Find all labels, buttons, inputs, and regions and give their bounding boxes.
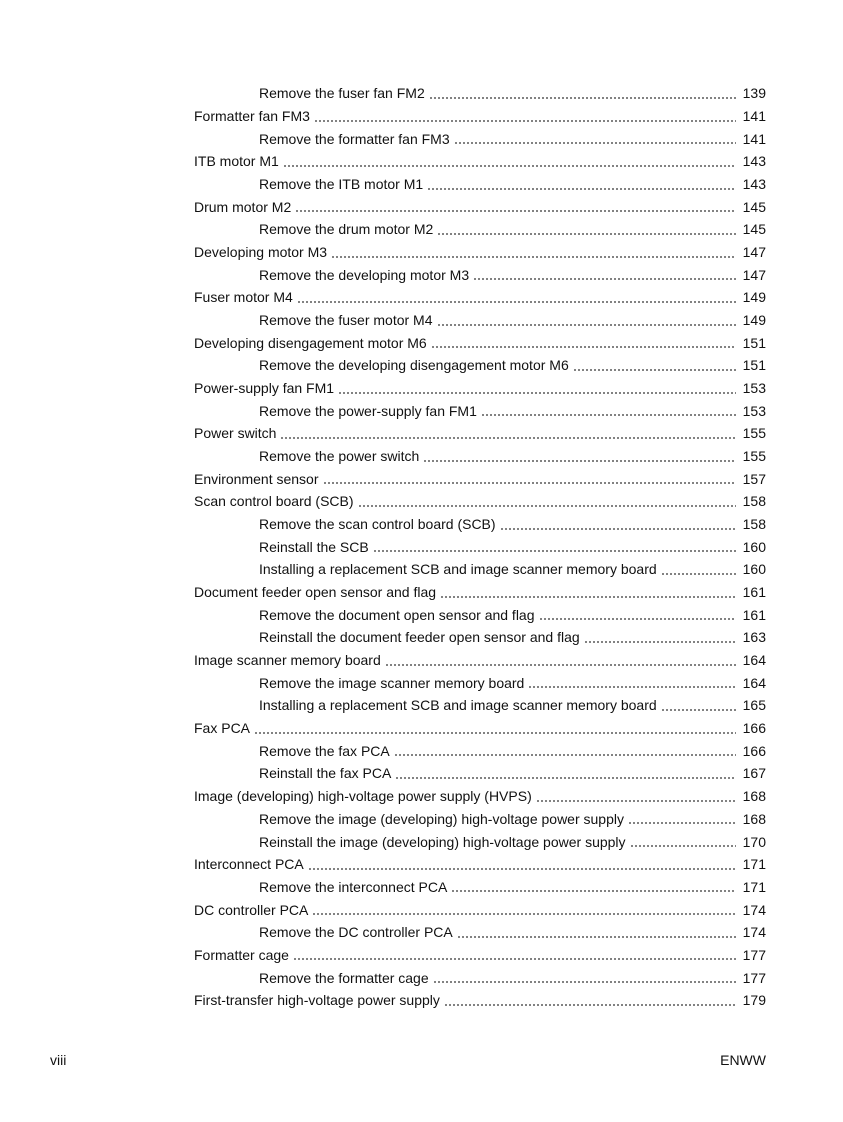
toc-entry-title: Image (developing) high-voltage power supply (HVPS)	[194, 788, 532, 805]
toc-entry-title: Reinstall the SCB	[259, 538, 369, 555]
toc-dot-leader	[395, 777, 736, 779]
toc-entry-page: 179	[742, 992, 766, 1009]
toc-entry-title: Remove the power-supply fan FM1	[259, 402, 477, 419]
toc-dot-leader	[338, 392, 736, 394]
toc-entry-page: 155	[742, 425, 766, 442]
toc-entry[interactable]	[194, 921, 766, 944]
toc-entry[interactable]	[194, 966, 766, 989]
toc-dot-leader	[528, 686, 736, 688]
toc-dot-leader	[254, 732, 736, 734]
toc-entry-title: Remove the fuser fan FM2	[259, 85, 425, 102]
toc-entry-title: First-transfer high-voltage power supply	[194, 992, 440, 1009]
toc-dot-leader	[280, 437, 736, 439]
toc-entry[interactable]	[194, 671, 766, 694]
toc-dot-leader	[630, 845, 736, 847]
toc-dot-leader	[440, 596, 736, 598]
toc-entry[interactable]	[194, 82, 766, 105]
toc-entry-title: Remove the drum motor M2	[259, 221, 434, 238]
toc-entry-title: Remove the developing motor M3	[259, 266, 470, 283]
toc-entry[interactable]	[194, 309, 766, 332]
toc-entry-page: 164	[742, 652, 766, 669]
toc-entry[interactable]	[194, 490, 766, 513]
toc-entry-title: ITB motor M1	[194, 153, 279, 170]
toc-dot-leader	[423, 460, 736, 462]
toc-entry-title: Remove the ITB motor M1	[259, 176, 424, 193]
toc-dot-leader	[358, 505, 736, 507]
toc-entry[interactable]	[194, 195, 766, 218]
toc-entry-page: 160	[742, 538, 766, 555]
toc-entry-page: 168	[742, 788, 766, 805]
toc-entry[interactable]	[194, 105, 766, 128]
toc-entry-page: 161	[742, 584, 766, 601]
toc-dot-leader	[661, 709, 736, 711]
toc-entry[interactable]	[194, 830, 766, 853]
toc-entry-page: 174	[742, 901, 766, 918]
toc-dot-leader	[444, 1004, 736, 1006]
toc-entry-title: Drum motor M2	[194, 198, 292, 215]
toc-entry[interactable]	[194, 286, 766, 309]
toc-entry-title: Remove the image scanner memory board	[259, 674, 525, 691]
toc-dot-leader	[536, 800, 736, 802]
toc-entry-title: Developing motor M3	[194, 244, 328, 261]
toc-entry-page: 177	[742, 969, 766, 986]
toc-entry-page: 160	[742, 561, 766, 578]
toc-entry-title: DC controller PCA	[194, 901, 309, 918]
toc-entry[interactable]	[194, 808, 766, 831]
toc-entry-title: Remove the power switch	[259, 448, 420, 465]
toc-entry-title: Fuser motor M4	[194, 289, 293, 306]
toc-entry-page: 153	[742, 402, 766, 419]
toc-entry-page: 153	[742, 380, 766, 397]
toc-dot-leader	[293, 958, 736, 960]
toc-entry[interactable]	[194, 558, 766, 581]
table-of-contents	[194, 82, 766, 1012]
toc-entry[interactable]	[194, 535, 766, 558]
toc-entry-page: 147	[742, 266, 766, 283]
toc-dot-leader	[437, 233, 736, 235]
toc-dot-leader	[661, 573, 736, 575]
toc-entry-page: 170	[742, 833, 766, 850]
toc-entry-page: 145	[742, 198, 766, 215]
toc-entry[interactable]	[194, 944, 766, 967]
toc-entry-page: 149	[742, 312, 766, 329]
toc-entry-title: Environment sensor	[194, 470, 319, 487]
toc-entry-title: Remove the fuser motor M4	[259, 312, 433, 329]
toc-entry[interactable]	[194, 513, 766, 536]
toc-dot-leader	[385, 664, 736, 666]
toc-entry[interactable]	[194, 898, 766, 921]
toc-entry[interactable]	[194, 173, 766, 196]
toc-entry-page: 139	[742, 85, 766, 102]
toc-entry-title: Remove the formatter cage	[259, 969, 429, 986]
toc-entry[interactable]	[194, 649, 766, 672]
toc-dot-leader	[451, 890, 736, 892]
toc-entry-page: 171	[742, 856, 766, 873]
toc-entry-title: Formatter fan FM3	[194, 108, 310, 124]
toc-entry-page: 145	[742, 221, 766, 238]
toc-entry[interactable]	[194, 989, 766, 1012]
toc-entry-page: 143	[742, 153, 766, 170]
toc-entry-page: 168	[742, 810, 766, 827]
toc-entry[interactable]	[194, 150, 766, 173]
toc-entry[interactable]	[194, 853, 766, 876]
toc-dot-leader	[427, 188, 736, 190]
toc-dot-leader	[584, 641, 736, 643]
toc-entry-title: Document feeder open sensor and flag	[194, 584, 437, 601]
toc-entry[interactable]	[194, 422, 766, 445]
toc-entry-page: 143	[742, 176, 766, 193]
toc-entry-title: Remove the DC controller PCA	[259, 924, 453, 941]
toc-entry-title: Reinstall the fax PCA	[259, 765, 392, 782]
toc-entry-page: 163	[742, 629, 766, 646]
toc-entry-page: 177	[742, 946, 766, 963]
footer-doc-code: ENWW	[720, 1052, 766, 1068]
toc-dot-leader	[331, 256, 736, 258]
toc-entry-page: 174	[742, 924, 766, 941]
toc-entry[interactable]	[194, 717, 766, 740]
toc-entry[interactable]	[194, 694, 766, 717]
toc-dot-leader	[500, 528, 736, 530]
toc-entry-title: Power switch	[194, 425, 277, 442]
toc-entry[interactable]	[194, 331, 766, 354]
toc-dot-leader	[628, 822, 736, 824]
toc-dot-leader	[373, 550, 736, 552]
toc-entry-title: Installing a replacement SCB and image scanner memory board	[259, 697, 657, 714]
toc-dot-leader	[283, 165, 736, 167]
toc-entry[interactable]	[194, 241, 766, 264]
toc-entry-page: 151	[742, 357, 766, 374]
toc-entry-page: 158	[742, 516, 766, 533]
toc-entry-title: Remove the image (developing) high-voltage power supply	[259, 810, 624, 827]
toc-entry-page: 149	[742, 289, 766, 306]
toc-entry-page: 166	[742, 742, 766, 759]
toc-entry[interactable]	[194, 445, 766, 468]
toc-entry-title: Remove the formatter fan FM3	[259, 130, 450, 147]
toc-dot-leader	[314, 120, 736, 122]
toc-dot-leader	[437, 324, 736, 326]
toc-entry-title: Developing disengagement motor M6	[194, 334, 427, 351]
toc-entry-title: Image scanner memory board	[194, 652, 381, 669]
toc-dot-leader	[481, 414, 736, 416]
toc-entry-title: Interconnect PCA	[194, 856, 304, 873]
toc-entry[interactable]	[194, 263, 766, 286]
toc-dot-leader	[573, 369, 736, 371]
toc-dot-leader	[457, 936, 736, 938]
toc-dot-leader	[433, 981, 736, 983]
footer-page-number: viii	[50, 1052, 67, 1068]
toc-dot-leader	[394, 754, 736, 756]
toc-entry-page: 155	[742, 448, 766, 465]
toc-dot-leader	[431, 346, 736, 348]
toc-entry-title: Reinstall the image (developing) high-voltage power supply	[259, 833, 626, 850]
toc-entry-title: Formatter cage	[194, 946, 289, 963]
toc-entry-title: Fax PCA	[194, 720, 251, 737]
toc-entry[interactable]	[194, 876, 766, 899]
toc-entry[interactable]	[194, 785, 766, 808]
toc-entry[interactable]	[194, 603, 766, 626]
toc-entry-title: Power-supply fan FM1	[194, 380, 335, 397]
toc-entry-title: Remove the interconnect PCA	[259, 878, 448, 895]
toc-entry-title: Scan control board (SCB)	[194, 493, 354, 510]
toc-dot-leader	[454, 142, 736, 144]
toc-entry-page: 158	[742, 493, 766, 510]
toc-entry[interactable]	[194, 399, 766, 422]
toc-entry-page: 147	[742, 244, 766, 261]
toc-entry[interactable]	[194, 739, 766, 762]
toc-entry-title: Remove the fax PCA	[259, 742, 390, 759]
toc-entry-page: 166	[742, 720, 766, 737]
toc-entry-title: Remove the document open sensor and flag	[259, 606, 535, 623]
toc-entry-page: 161	[742, 606, 766, 623]
toc-dot-leader	[312, 913, 736, 915]
toc-dot-leader	[308, 868, 736, 870]
toc-entry-page: 157	[742, 470, 766, 487]
toc-entry[interactable]	[194, 467, 766, 490]
toc-entry-title: Remove the developing disengagement motor M6	[259, 357, 569, 374]
toc-entry-title: Reinstall the document feeder open sensor and flag	[259, 629, 580, 646]
toc-entry[interactable]	[194, 762, 766, 785]
toc-entry[interactable]	[194, 626, 766, 649]
toc-entry-page: 171	[742, 878, 766, 895]
toc-entry-title: Installing a replacement SCB and image scanner memory board	[259, 561, 657, 578]
toc-dot-leader	[429, 97, 736, 99]
toc-entry-page: 167	[742, 765, 766, 782]
toc-entry-page: 141	[742, 108, 766, 124]
toc-dot-leader	[295, 210, 736, 212]
toc-entry-title: Remove the scan control board (SCB)	[259, 516, 496, 533]
toc-entry[interactable]	[194, 377, 766, 400]
toc-entry[interactable]	[194, 218, 766, 241]
toc-entry-page: 165	[742, 697, 766, 714]
toc-entry-page: 164	[742, 674, 766, 691]
toc-dot-leader	[539, 618, 736, 620]
toc-entry-page: 141	[742, 130, 766, 147]
toc-entry[interactable]	[194, 127, 766, 150]
toc-entry[interactable]	[194, 354, 766, 377]
toc-entry[interactable]	[194, 581, 766, 604]
toc-entry-page: 151	[742, 334, 766, 351]
toc-dot-leader	[473, 278, 736, 280]
toc-dot-leader	[323, 482, 736, 484]
toc-dot-leader	[297, 301, 736, 303]
